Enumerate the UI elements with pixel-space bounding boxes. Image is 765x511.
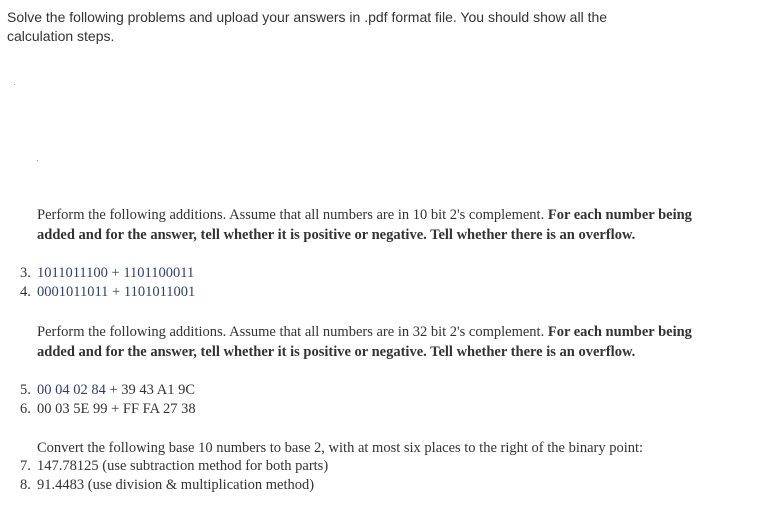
item-text-first-operand: 00 04 02 84 [37, 382, 106, 398]
instruction-bold-text: For each number being added and for the answer, tell whether it is positive or negative. Tell whether there is an overflow. [37, 324, 692, 360]
item-number: 8. [20, 477, 31, 493]
intro-line-1: Solve the following problems and upload your answers in .pdf format file. You should show all the [7, 9, 608, 25]
intro-line-2: calculation steps. [7, 28, 115, 44]
instruction-text: Perform the following additions. Assume that all numbers are in 32 bit 2's complement. [37, 324, 548, 340]
item-text: 0001011011 + 1101011001 [37, 284, 196, 300]
list-item-3 [20, 264, 194, 283]
section-10bit-instruction [37, 205, 707, 245]
item-text-second-operand: + 39 43 A1 9C [105, 382, 196, 398]
item-number: 5. [20, 382, 31, 398]
list-item-7 [20, 457, 328, 476]
instruction-text: Convert the following base 10 numbers to base 2, with at most six places to the right of the binary point: [37, 440, 644, 456]
list-item-6 [20, 400, 196, 419]
instruction-text: Perform the following additions. Assume that all numbers are in 10 bit 2's complement. [37, 207, 548, 223]
item-number: 6. [20, 401, 31, 417]
list-item-8 [20, 476, 314, 495]
decorative-speck [14, 84, 15, 85]
list-item-5 [20, 381, 195, 400]
list-item-4 [20, 283, 195, 302]
item-number: 7. [20, 458, 31, 474]
item-text: 1011011100 + 1101100011 [37, 265, 195, 281]
item-text: 147.78125 (use subtraction method for both parts) [37, 458, 329, 474]
instruction-bold-text: For each number being added and for the answer, tell whether it is positive or negative. Tell whether there is an overflow. [37, 207, 692, 243]
item-number: 4. [20, 284, 31, 300]
item-number: 3. [20, 265, 31, 281]
item-text: 91.4483 (use division & multiplication method) [37, 477, 315, 493]
item-text: 00 03 5E 99 + FF FA 27 38 [37, 401, 196, 417]
section-32bit-instruction [37, 322, 707, 362]
section-conversion-instruction [37, 438, 707, 458]
decorative-speck [37, 160, 38, 161]
intro-paragraph [7, 8, 647, 46]
